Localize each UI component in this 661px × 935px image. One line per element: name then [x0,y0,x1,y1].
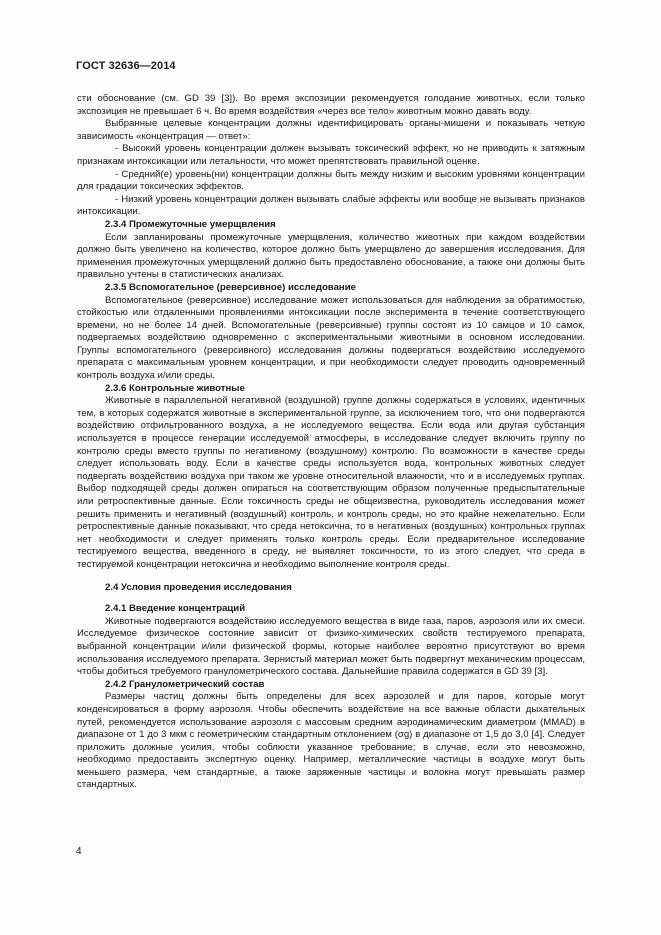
section-heading: 2.3.5 Вспомогательное (реверсивное) исследование [105,281,356,293]
section-heading: 2.4 Условия проведения исследования [105,581,292,593]
paragraph: Если запланированы промежуточные умерщвления, количество животных при каждом воздействии должно быть увеличено на количество, которое должно быть умерщвлено до завершения исследования. Для применения промежуточных умерщвлений должно быть предоставлено обоснование, а также они должны быть правильно учтены в статистических анализах. [77,231,585,281]
paragraph: Выбранные целевые концентрации должны идентифицировать органы-мишени и показывать четкую зависимость «концентрация — ответ»: [77,118,585,142]
standard-header: ГОСТ 32636—2014 [76,60,176,72]
paragraph: сти обоснование (см. GD 39 [3]). Во время экспозиции рекомендуется голодание животных, если только экспозиция не превышает 6 ч. Во время воздействия «через все тело» животным можно давать воду. [77,93,585,117]
paragraph: Размеры частиц должны быть определены для всех аэрозолей и для паров, которые могут конденсироваться в форму аэрозоля. Чтобы обеспечить воздействие на все важные области дыхательных путей, рекомендуется использование аэрозоля с массовым средним аэродинамическим диаметром (MMAD) в диапазоне от 1 до 3 мкм с геометрическим стандартным отклонением (σg) в диапазоне от 1,5 до 3,0 [4]. Следует приложить должные усилия, чтобы соблюсти указанное требование; в случае, если это невозможно, необходимо предоставить экспертную оценку. Например, металлические частицы в воздухе могут быть меньшего размера, чем стандартные, а также заряженные частицы и волокна могут превышать размер стандартных. [77,691,585,791]
section-heading: 2.3.6 Контрольные животные [105,382,245,394]
section-heading: 2.3.4 Промежуточные умерщвления [105,218,276,230]
paragraph: Животные в параллельной негативной (воздушной) группе должны содержаться в условиях, идентичных тем, в которых содержатся животные в экспериментальной группе, за исключением того, что они подвергаются воздействию отфильтрованного воздуха, а не исследуемого вещества. Если вода или другая субстанция используется в процессе генерации исследуемой атмосферы, в исследование следует включить группу по контролю среды вместо группы по негативному (воздушному) контролю. По возможности в качестве среды следует использовать воду. Если в качестве среды используется вода, контрольных животных следует подвергать воздействию воздуха при таком же уровне относительной влажности, что и в исследуемых группах. Выбор подходящей среды должен опираться на соответствующим образом полученные предыспытательные или ретроспективные данные. Если токсичность среды не общеизвестна, руководитель исследования может решить применить и негативный (воздушный) контроль, и контроль среды, но это крайне нежелательно. Если ретроспективные данные показывают, что среда нетоксична, то в негативных (воздушных) контрольных группах нет необходимости и следует применять только контроль среды. Если предварительное исследование тестируемого вещества, введенного в среду, не выявляет токсичности, то из этого следует, что среда в тестируемой концентрации нетоксична и необходимо выполнение контроля среды. [77,395,585,570]
list-item: - Низкий уровень концентрации должен вызывать слабые эффекты или вообще не вызывать признаков интоксикации. [77,193,585,218]
section-heading: 2.4.2 Гранулометрический состав [105,678,265,690]
paragraph: Вспомогательное (реверсивное) исследование может использоваться для наблюдения за обратимостью, стойкостью или отдаленными проявлениями интоксикации после эксперимента в течение соответствующего времени, но не более 14 дней. Вспомогательные (реверсивные) группы состоят из 10 самцов и 10 самок, подвергаемых воздействию одновременно с экспериментальными животными в основном исследовании. Группы вспомогательного (реверсивного) исследования должны подвергаться воздействию исследуемого препарата с максимальным уровнем концентрации, и при необходимости следует проводить одновременный контроль воздуха и/или среды. [77,294,585,382]
section-heading: 2.4.1 Введение концентраций [105,603,246,615]
page-body [77,93,585,792]
list-item: - Средний(е) уровень(ни) концентрации должны быть между низким и высоким уровнями концентрации для градации токсических эффектов. [77,168,585,193]
list-item: - Высокий уровень концентрации должен вызывать токсический эффект, но не приводить к затяжным признакам интоксикации или летальности, что может препятствовать правильной оценке. [77,143,585,167]
page-number: 4 [76,846,82,857]
paragraph: Животные подвергаются воздействию исследуемого вещества в виде газа, паров, аэрозоля или их смеси. Исследуемое физическое состояние зависит от физико-химических свойств тестируемого препарата, выбранной концентрации и/или физической формы, которые наиболее вероятно присутствуют во время использования исследуемого препарата. Зернистый материал может быть подвергнут механическим процессам, чтобы добиться требуемого гранулометрического состава. Дальнейшие правила содержатся в GD 39 [3]. [77,615,585,678]
